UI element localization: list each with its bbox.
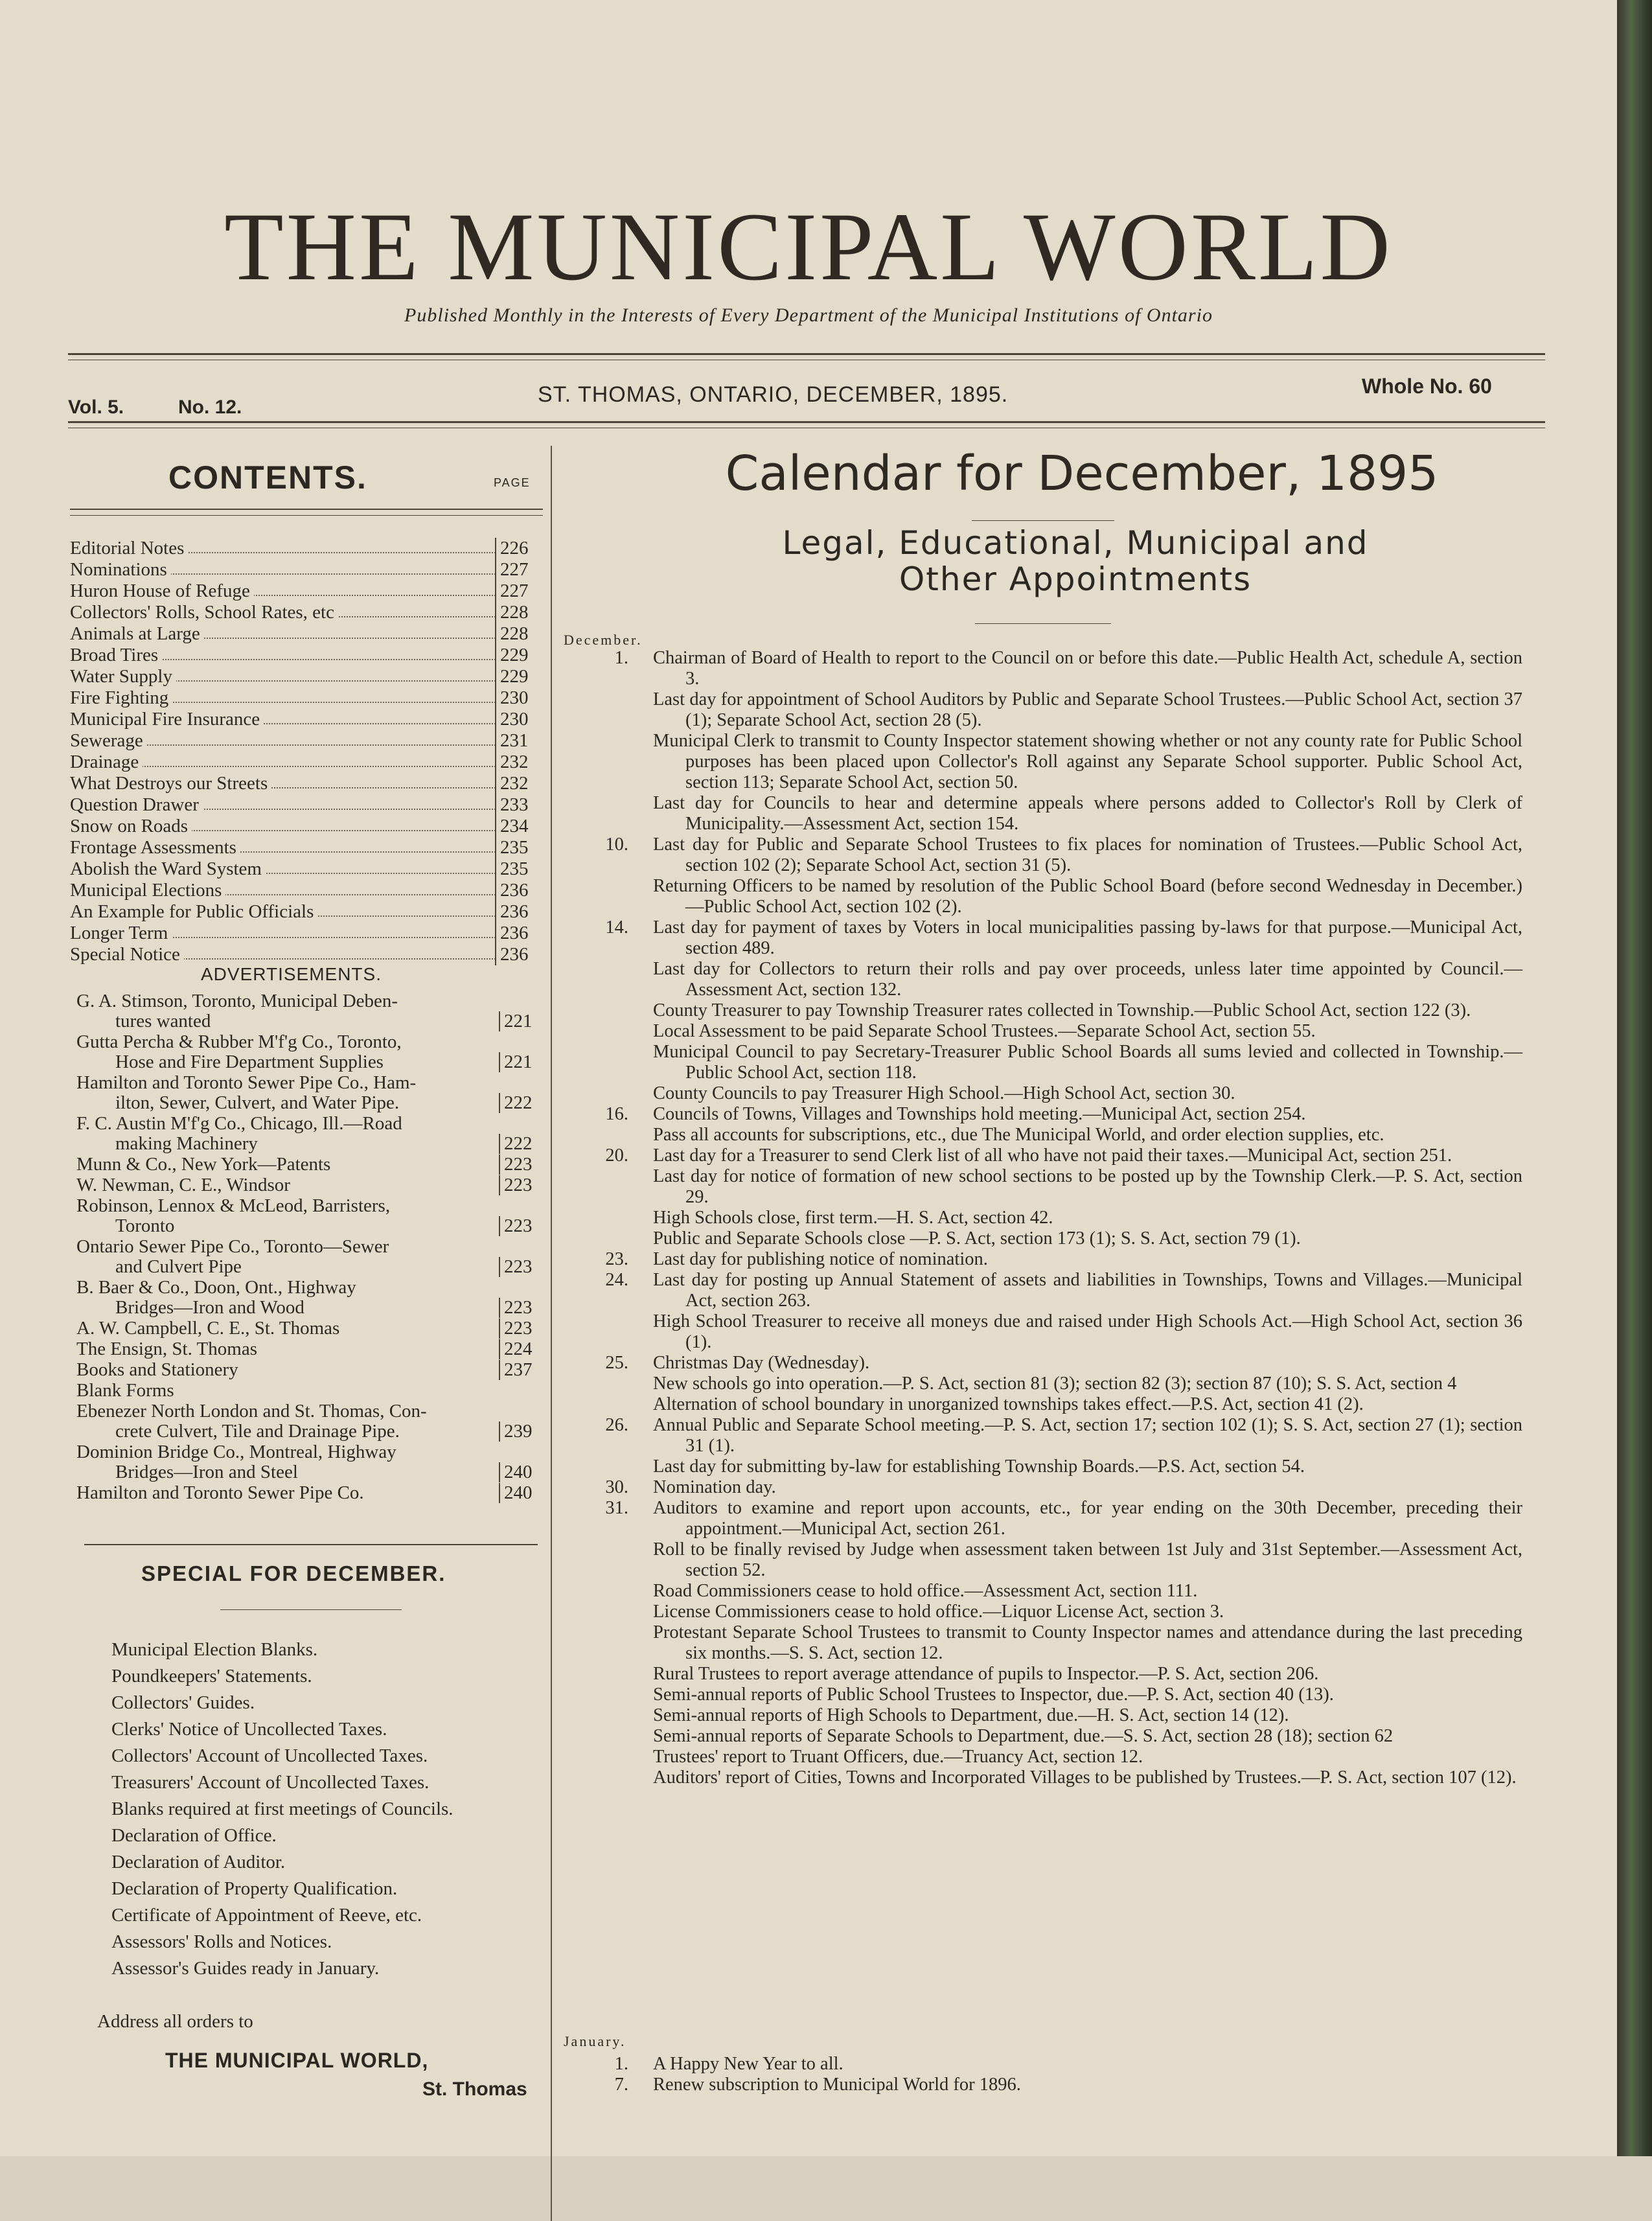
advertisement-line: Hamilton and Toronto Sewer Pipe Co., Ham- bbox=[76, 1072, 417, 1093]
issue-number: No. 12. bbox=[178, 397, 242, 418]
advertisement-page: 239 bbox=[499, 1421, 543, 1442]
advertisement-item bbox=[76, 1073, 543, 1113]
special-rule bbox=[84, 1544, 538, 1545]
calendar-event bbox=[577, 1311, 1522, 1353]
calendar-event bbox=[577, 2075, 1522, 2095]
advertisement-text bbox=[76, 1318, 543, 1339]
contents-item-label: What Destroys our Streets bbox=[70, 773, 271, 794]
advertisement-item bbox=[76, 1196, 543, 1236]
advertisement-text bbox=[76, 1155, 543, 1175]
advertisement-text bbox=[76, 1442, 543, 1482]
contents-item bbox=[70, 602, 543, 623]
advertisement-line: Hamilton and Toronto Sewer Pipe Co. bbox=[76, 1482, 364, 1503]
advertisement-page: 222 bbox=[499, 1093, 543, 1113]
event-text: Trustees' report to Truant Officers, due.—Truancy Act, section 12. bbox=[653, 1747, 1143, 1767]
contents-item bbox=[70, 559, 543, 581]
masthead-rule-top bbox=[68, 353, 1545, 355]
advertisement-item bbox=[76, 1114, 543, 1154]
event-text: High Schools close, first term.—H. S. Act, section 42. bbox=[653, 1208, 1053, 1228]
contents-item bbox=[70, 752, 543, 773]
advertisement-line: Gutta Percha & Rubber M'f'g Co., Toronto, bbox=[76, 1031, 402, 1052]
calendar-event bbox=[577, 1726, 1522, 1747]
advertisement-page: 221 bbox=[499, 1011, 543, 1031]
advertisement-line-continued: Toronto bbox=[115, 1215, 175, 1236]
advertisement-line: Ontario Sewer Pipe Co., Toronto—Sewer bbox=[76, 1236, 389, 1257]
calendar-event bbox=[577, 1498, 1522, 1539]
advertisement-item bbox=[76, 1339, 543, 1359]
advertisement-line-continued: Bridges—Iron and Wood bbox=[115, 1297, 304, 1318]
advertisement-line: The Ensign, St. Thomas bbox=[76, 1339, 257, 1359]
calendar-event bbox=[577, 648, 1522, 689]
contents-rule-thin bbox=[70, 515, 543, 516]
advertisement-line-continued: ilton, Sewer, Culvert, and Water Pipe. bbox=[115, 1092, 400, 1113]
event-text: Christmas Day (Wednesday). bbox=[653, 1353, 870, 1373]
advertisement-line: Robinson, Lennox & McLeod, Barristers, bbox=[76, 1195, 391, 1216]
event-day: 23. bbox=[605, 1249, 628, 1269]
contents-heading: CONTENTS. bbox=[168, 459, 367, 496]
calendar-event bbox=[577, 1767, 1522, 1788]
contents-item-label: Drainage bbox=[70, 752, 143, 773]
contents-item-page: 227 bbox=[495, 581, 543, 602]
calendar-event bbox=[577, 1685, 1522, 1705]
contents-item-page: 226 bbox=[495, 538, 543, 559]
calendar-event bbox=[577, 1394, 1522, 1415]
advertisement-page: 223 bbox=[499, 1216, 543, 1236]
special-item: Blanks required at first meetings of Councils. bbox=[111, 1799, 453, 1819]
advertisement-item bbox=[76, 1483, 543, 1503]
advertisement-page: 240 bbox=[499, 1483, 543, 1503]
appointments-heading-text: Legal, Educational, Municipal and Other Appointments bbox=[782, 524, 1369, 598]
advertisement-line: Ebenezer North London and St. Thomas, Con- bbox=[76, 1401, 427, 1421]
calendar-event bbox=[577, 1166, 1522, 1208]
advertisement-item bbox=[76, 1401, 543, 1442]
contents-item-page: 230 bbox=[495, 687, 543, 709]
contents-item-label: Question Drawer bbox=[70, 794, 203, 816]
advertisement-line: Books and Stationery bbox=[76, 1359, 238, 1380]
advertisement-text bbox=[76, 1401, 543, 1442]
advertisement-line: F. C. Austin M'f'g Co., Chicago, Ill.—Road bbox=[76, 1113, 402, 1134]
contents-item bbox=[70, 880, 543, 901]
calendar-event bbox=[577, 1747, 1522, 1767]
event-text: County Treasurer to pay Township Treasurer rates collected in Township.—Public School Act, section 122 (3). bbox=[653, 1000, 1471, 1020]
contents-item-page: 232 bbox=[495, 773, 543, 794]
advertisement-item bbox=[76, 1237, 543, 1277]
event-text: Last day for payment of taxes by Voters in local municipalities passing by-laws for that purpose.—Municipal Act, section 489. bbox=[653, 917, 1522, 958]
january-events bbox=[577, 2054, 1522, 2095]
event-text: Semi-annual reports of Public School Trustees to Inspector, due.—P. S. Act, section 40 (13). bbox=[653, 1685, 1334, 1705]
contents-item-label: Huron House of Refuge bbox=[70, 581, 254, 602]
page-column-label: PAGE bbox=[494, 476, 531, 489]
special-item: Assessor's Guides ready in January. bbox=[111, 1958, 380, 1979]
contents-item bbox=[70, 666, 543, 687]
calendar-event bbox=[577, 1249, 1522, 1270]
calendar-event bbox=[577, 1000, 1522, 1021]
advertisement-line: Dominion Bridge Co., Montreal, Highway bbox=[76, 1442, 396, 1462]
advertisement-item bbox=[76, 1278, 543, 1318]
calendar-event bbox=[577, 1104, 1522, 1125]
advertisement-line-continued: Hose and Fire Department Supplies bbox=[115, 1052, 384, 1072]
event-text: Public and Separate Schools close —P. S. Act, section 173 (1); S. S. Act, section 79 (1). bbox=[653, 1228, 1301, 1249]
contents-item-label: Special Notice bbox=[70, 944, 184, 965]
contents-item bbox=[70, 901, 543, 923]
special-item: Municipal Election Blanks. bbox=[111, 1639, 318, 1660]
contents-item-page: 227 bbox=[495, 559, 543, 581]
event-day: 30. bbox=[605, 1477, 628, 1497]
advertisement-line: A. W. Campbell, C. E., St. Thomas bbox=[76, 1318, 340, 1339]
contents-item-page: 229 bbox=[495, 645, 543, 666]
contents-item bbox=[70, 687, 543, 709]
address-city: St. Thomas bbox=[422, 2078, 527, 2100]
advertisement-text bbox=[76, 1278, 543, 1318]
event-text: Last day for a Treasurer to send Clerk list of all who have not paid their taxes.—Municipal Act, section 251. bbox=[653, 1145, 1452, 1166]
masthead-rule-bottom bbox=[68, 421, 1545, 423]
contents-item-page: 228 bbox=[495, 602, 543, 623]
event-text: Roll to be finally revised by Judge when assessment taken between 1st July and 31st September.—Assessment Act, section 52. bbox=[653, 1539, 1522, 1580]
event-text: Pass all accounts for subscriptions, etc., due The Municipal World, and order election supplies, etc. bbox=[653, 1125, 1384, 1145]
masthead-subtitle: Published Monthly in the Interests of Every Department of the Municipal Institutions of Ontario bbox=[404, 305, 1213, 326]
calendar-event bbox=[577, 1270, 1522, 1311]
calendar-event bbox=[577, 1125, 1522, 1145]
calendar-event bbox=[577, 1415, 1522, 1456]
calendar-event bbox=[577, 1353, 1522, 1374]
event-text: Semi-annual reports of Separate Schools to Department, due.—S. S. Act, section 28 (18); section 62 bbox=[653, 1726, 1394, 1746]
calendar-event bbox=[577, 731, 1522, 793]
advertisement-item bbox=[76, 1155, 543, 1175]
special-item: Declaration of Property Qualification. bbox=[111, 1878, 398, 1899]
event-day: 1. bbox=[614, 2054, 628, 2074]
event-text: Renew subscription to Municipal World for 1896. bbox=[653, 2075, 1021, 2095]
event-text: Last day for publishing notice of nomination. bbox=[653, 1249, 988, 1269]
calendar-event bbox=[577, 834, 1522, 876]
event-text: Last day for Councils to hear and determine appeals where persons added to Collector's Roll by Clerk of Municipality.—Assessment Act, section 154. bbox=[653, 793, 1522, 834]
masthead-title: THE MUNICIPAL WORLD bbox=[224, 193, 1393, 301]
advertisement-line-continued: making Machinery bbox=[115, 1133, 258, 1154]
event-text: Municipal Clerk to transmit to County Inspector statement showing whether or not any county rate for Public School purposes has been placed upon Collector's Roll against any Separate School supporter. Public School Act, section 113; Separate School Act, section 50. bbox=[653, 731, 1522, 792]
event-text: Last day for notice of formation of new school sections to be posted up by the Township Clerk.—P. S. Act, section 29. bbox=[653, 1166, 1522, 1207]
contents-item-label: Nominations bbox=[70, 559, 171, 581]
contents-item-page: 235 bbox=[495, 837, 543, 858]
advertisement-item bbox=[76, 1360, 543, 1380]
event-text: Last day for posting up Annual Statement of assets and liabilities in Townships, Towns and Villages.—Municipal Act, section 263. bbox=[653, 1270, 1522, 1311]
advertisement-line: B. Baer & Co., Doon, Ont., Highway bbox=[76, 1277, 356, 1298]
special-heading-rule bbox=[220, 1609, 402, 1610]
contents-item-page: 236 bbox=[495, 944, 543, 965]
advertisement-text bbox=[76, 1339, 543, 1359]
calendar-event bbox=[577, 1705, 1522, 1726]
advertisement-page: 237 bbox=[499, 1360, 543, 1380]
event-text: Last day for submitting by-law for establishing Township Boards.—P.S. Act, section 54. bbox=[653, 1456, 1305, 1477]
event-text: Protestant Separate School Trustees to transmit to County Inspector names and attendance during the last preceding six months.—S. S. Act, section 12. bbox=[653, 1622, 1522, 1663]
contents-item-page: 230 bbox=[495, 709, 543, 730]
event-text: High School Treasurer to receive all moneys due and raised under High Schools Act.—High School Act, section 36 (1). bbox=[653, 1311, 1522, 1352]
event-day: 16. bbox=[605, 1104, 628, 1124]
advertisement-item bbox=[76, 1032, 543, 1072]
event-text: Auditors to examine and report upon accounts, etc., for year ending on the 30th December, preceding their appointment.—Municipal Act, section 261. bbox=[653, 1498, 1522, 1539]
calendar-heading: Calendar for December, 1895 bbox=[725, 446, 1439, 501]
contents-item-page: 228 bbox=[495, 623, 543, 645]
calendar-event bbox=[577, 1602, 1522, 1622]
advertisement-line: G. A. Stimson, Toronto, Municipal Deben- bbox=[76, 991, 398, 1011]
calendar-event bbox=[577, 959, 1522, 1000]
event-day: 25. bbox=[605, 1353, 628, 1373]
advertisement-text bbox=[76, 1073, 543, 1113]
calendar-event bbox=[577, 876, 1522, 917]
advertisement-item bbox=[76, 1442, 543, 1482]
contents-item-label: Longer Term bbox=[70, 923, 172, 944]
contents-item bbox=[70, 709, 543, 730]
advertisement-line-continued: and Culvert Pipe bbox=[115, 1256, 242, 1277]
calendar-event bbox=[577, 1208, 1522, 1228]
advertisement-page: 223 bbox=[499, 1175, 543, 1195]
event-day: 1. bbox=[614, 648, 628, 668]
advertisement-text bbox=[76, 1360, 543, 1380]
advertisement-text bbox=[76, 1381, 543, 1401]
contents-item-page: 236 bbox=[495, 880, 543, 901]
appointments-rule bbox=[975, 623, 1111, 624]
contents-item bbox=[70, 794, 543, 816]
calendar-event bbox=[577, 1622, 1522, 1664]
advertisement-page: 224 bbox=[499, 1339, 543, 1359]
contents-item-label: Municipal Elections bbox=[70, 880, 225, 901]
event-text: Local Assessment to be paid Separate School Trustees.—Separate School Act, section 55. bbox=[653, 1021, 1316, 1041]
advertisement-page: 240 bbox=[499, 1462, 543, 1482]
contents-item-label: Editorial Notes bbox=[70, 538, 188, 559]
event-text: Returning Officers to be named by resolution of the Public School Board (before second Wednesday in December.)—Public School Act, section 102 (2). bbox=[653, 876, 1522, 917]
event-text: Chairman of Board of Health to report to the Council on or before this date.—Public Health Act, schedule A, section 3. bbox=[653, 648, 1522, 689]
contents-item bbox=[70, 645, 543, 666]
whole-number: Whole No. 60 bbox=[1362, 374, 1492, 398]
contents-item-label: Sewerage bbox=[70, 730, 147, 752]
appointments-heading bbox=[557, 525, 1594, 597]
special-item: Certificate of Appointment of Reeve, etc. bbox=[111, 1905, 422, 1926]
event-text: Rural Trustees to report average attendance of pupils to Inspector.—P. S. Act, section 206. bbox=[653, 1664, 1319, 1684]
special-item: Collectors' Account of Uncollected Taxes. bbox=[111, 1745, 428, 1766]
calendar-event bbox=[577, 1539, 1522, 1581]
calendar-event bbox=[577, 1228, 1522, 1249]
event-day: 7. bbox=[614, 2075, 628, 2095]
contents-item bbox=[70, 816, 543, 837]
special-item: Declaration of Auditor. bbox=[111, 1852, 286, 1872]
december-events bbox=[577, 648, 1522, 1788]
calendar-heading-rule bbox=[972, 520, 1114, 521]
contents-item-page: 229 bbox=[495, 666, 543, 687]
contents-item-page: 234 bbox=[495, 816, 543, 837]
contents-item-page: 236 bbox=[495, 923, 543, 944]
contents-item bbox=[70, 773, 543, 794]
advertisement-page: 222 bbox=[499, 1134, 543, 1154]
advertisement-text bbox=[76, 1237, 543, 1277]
december-label: December. bbox=[564, 632, 643, 648]
contents-item-label: Water Supply bbox=[70, 666, 176, 687]
advertisement-text bbox=[76, 1032, 543, 1072]
contents-item bbox=[70, 858, 543, 880]
calendar-event bbox=[577, 1581, 1522, 1602]
contents-item bbox=[70, 730, 543, 752]
special-item: Assessors' Rolls and Notices. bbox=[111, 1931, 332, 1952]
advertisement-line: Munn & Co., New York—Patents bbox=[76, 1154, 331, 1175]
contents-item bbox=[70, 923, 543, 944]
contents-item-label: Snow on Roads bbox=[70, 816, 192, 837]
special-item: Collectors' Guides. bbox=[111, 1692, 255, 1713]
special-list bbox=[111, 1637, 453, 1982]
contents-item bbox=[70, 837, 543, 858]
event-day: 26. bbox=[605, 1415, 628, 1435]
advertisement-item bbox=[76, 1175, 543, 1195]
calendar-event bbox=[577, 917, 1522, 959]
contents-item-label: Collectors' Rolls, School Rates, etc bbox=[70, 602, 338, 623]
column-divider bbox=[551, 446, 552, 2221]
dateline: ST. THOMAS, ONTARIO, DECEMBER, 1895. bbox=[538, 382, 1009, 407]
advertisement-text bbox=[76, 1196, 543, 1236]
advertisement-line: W. Newman, C. E., Windsor bbox=[76, 1175, 290, 1195]
event-text: Road Commissioners cease to hold office.—Assessment Act, section 111. bbox=[653, 1581, 1198, 1601]
advertisement-item bbox=[76, 991, 543, 1031]
contents-item bbox=[70, 581, 543, 602]
address-line: Address all orders to bbox=[97, 2011, 253, 2032]
event-text: Auditors' report of Cities, Towns and Incorporated Villages to be published by Trustees.—P. S. Act, section 107 (12). bbox=[653, 1767, 1517, 1788]
event-day: 10. bbox=[605, 834, 628, 855]
advertisement-line: Blank Forms bbox=[76, 1380, 174, 1401]
event-text: Councils of Towns, Villages and Townships hold meeting.—Municipal Act, section 254. bbox=[653, 1104, 1306, 1124]
special-item: Declaration of Office. bbox=[111, 1825, 277, 1846]
calendar-event bbox=[577, 1456, 1522, 1477]
calendar-event bbox=[577, 689, 1522, 731]
advertisement-text bbox=[76, 1483, 543, 1503]
special-heading: SPECIAL FOR DECEMBER. bbox=[141, 1561, 446, 1585]
contents-item-page: 231 bbox=[495, 730, 543, 752]
advertisement-page: 223 bbox=[499, 1257, 543, 1277]
event-text: A Happy New Year to all. bbox=[653, 2054, 843, 2074]
advertisement-page: 223 bbox=[499, 1318, 543, 1339]
advertisement-page: 223 bbox=[499, 1298, 543, 1318]
event-text: Municipal Council to pay Secretary-Treasurer Public School Boards all sums levied and collected in Township.—Public School Act, section 118. bbox=[653, 1042, 1522, 1083]
event-text: Last day for Collectors to return their rolls and pay over proceeds, unless later time appointed by Council.—Assessment Act, section 132. bbox=[653, 959, 1522, 1000]
calendar-event bbox=[577, 793, 1522, 834]
contents-rule bbox=[70, 509, 543, 510]
special-item: Poundkeepers' Statements. bbox=[111, 1666, 312, 1686]
calendar-event bbox=[577, 2054, 1522, 2075]
volume-number: Vol. 5. bbox=[68, 397, 124, 418]
calendar-event bbox=[577, 1083, 1522, 1104]
advertisement-text bbox=[76, 991, 543, 1031]
address-name: THE MUNICIPAL WORLD, bbox=[165, 2049, 429, 2072]
advertisement-text bbox=[76, 1175, 543, 1195]
advertisements-list bbox=[76, 991, 543, 1504]
contents-item-label: Abolish the Ward System bbox=[70, 858, 266, 880]
event-text: New schools go into operation.—P. S. Act, section 81 (3); section 82 (3); section 87 (10); S. S. Act, section 4 bbox=[653, 1374, 1457, 1394]
advertisement-line-continued: Bridges—Iron and Steel bbox=[115, 1462, 298, 1482]
event-text: County Councils to pay Treasurer High School.—High School Act, section 30. bbox=[653, 1083, 1235, 1103]
event-day: 20. bbox=[605, 1145, 628, 1166]
january-label: January. bbox=[564, 2033, 626, 2049]
advertisement-text bbox=[76, 1114, 543, 1154]
contents-list bbox=[70, 538, 543, 965]
advertisement-page: 221 bbox=[499, 1052, 543, 1072]
advertisement-line-continued: crete Culvert, Tile and Drainage Pipe. bbox=[115, 1421, 400, 1442]
contents-item bbox=[70, 538, 543, 559]
contents-item-label: Animals at Large bbox=[70, 623, 204, 645]
binding-spine bbox=[1617, 0, 1652, 2156]
special-item: Clerks' Notice of Uncollected Taxes. bbox=[111, 1719, 387, 1740]
contents-item bbox=[70, 623, 543, 645]
contents-item-page: 233 bbox=[495, 794, 543, 816]
advertisements-heading: ADVERTISEMENTS. bbox=[201, 964, 382, 984]
event-text: Nomination day. bbox=[653, 1477, 776, 1497]
advertisement-line-continued: tures wanted bbox=[115, 1011, 211, 1031]
advertisement-page: 223 bbox=[499, 1155, 543, 1175]
contents-item-page: 232 bbox=[495, 752, 543, 773]
calendar-event bbox=[577, 1477, 1522, 1498]
calendar-event bbox=[577, 1021, 1522, 1042]
contents-item-label: An Example for Public Officials bbox=[70, 901, 317, 923]
event-text: Last day for appointment of School Auditors by Public and Separate School Trustees.—Public School Act, section 37 (1); Separate School Act, section 28 (5). bbox=[653, 689, 1522, 730]
event-text: Last day for Public and Separate School Trustees to fix places for nomination of Trustees.—Public School Act, section 102 (2); Separate School Act, section 31 (5). bbox=[653, 834, 1522, 875]
calendar-event bbox=[577, 1664, 1522, 1685]
event-text: License Commissioners cease to hold office.—Liquor License Act, section 3. bbox=[653, 1602, 1224, 1622]
event-day: 14. bbox=[605, 917, 628, 938]
contents-item-label: Broad Tires bbox=[70, 645, 162, 666]
contents-item bbox=[70, 944, 543, 965]
contents-item-page: 236 bbox=[495, 901, 543, 923]
calendar-event bbox=[577, 1145, 1522, 1166]
advertisement-item bbox=[76, 1381, 543, 1401]
special-item: Treasurers' Account of Uncollected Taxes. bbox=[111, 1772, 430, 1793]
contents-item-label: Fire Fighting bbox=[70, 687, 172, 709]
calendar-event bbox=[577, 1374, 1522, 1394]
event-text: Semi-annual reports of High Schools to Department, due.—H. S. Act, section 14 (12). bbox=[653, 1705, 1289, 1725]
contents-item-label: Frontage Assessments bbox=[70, 837, 240, 858]
event-day: 24. bbox=[605, 1270, 628, 1290]
contents-item-page: 235 bbox=[495, 858, 543, 880]
calendar-event bbox=[577, 1042, 1522, 1083]
event-day: 31. bbox=[605, 1498, 628, 1518]
contents-item-label: Municipal Fire Insurance bbox=[70, 709, 264, 730]
advertisement-item bbox=[76, 1318, 543, 1339]
event-text: Alternation of school boundary in unorganized townships takes effect.—P.S. Act, section 41 (2). bbox=[653, 1394, 1364, 1414]
event-text: Annual Public and Separate School meeting.—P. S. Act, section 17; section 102 (1); S. S. Act, section 27 (1); section 31 (1). bbox=[653, 1415, 1522, 1456]
